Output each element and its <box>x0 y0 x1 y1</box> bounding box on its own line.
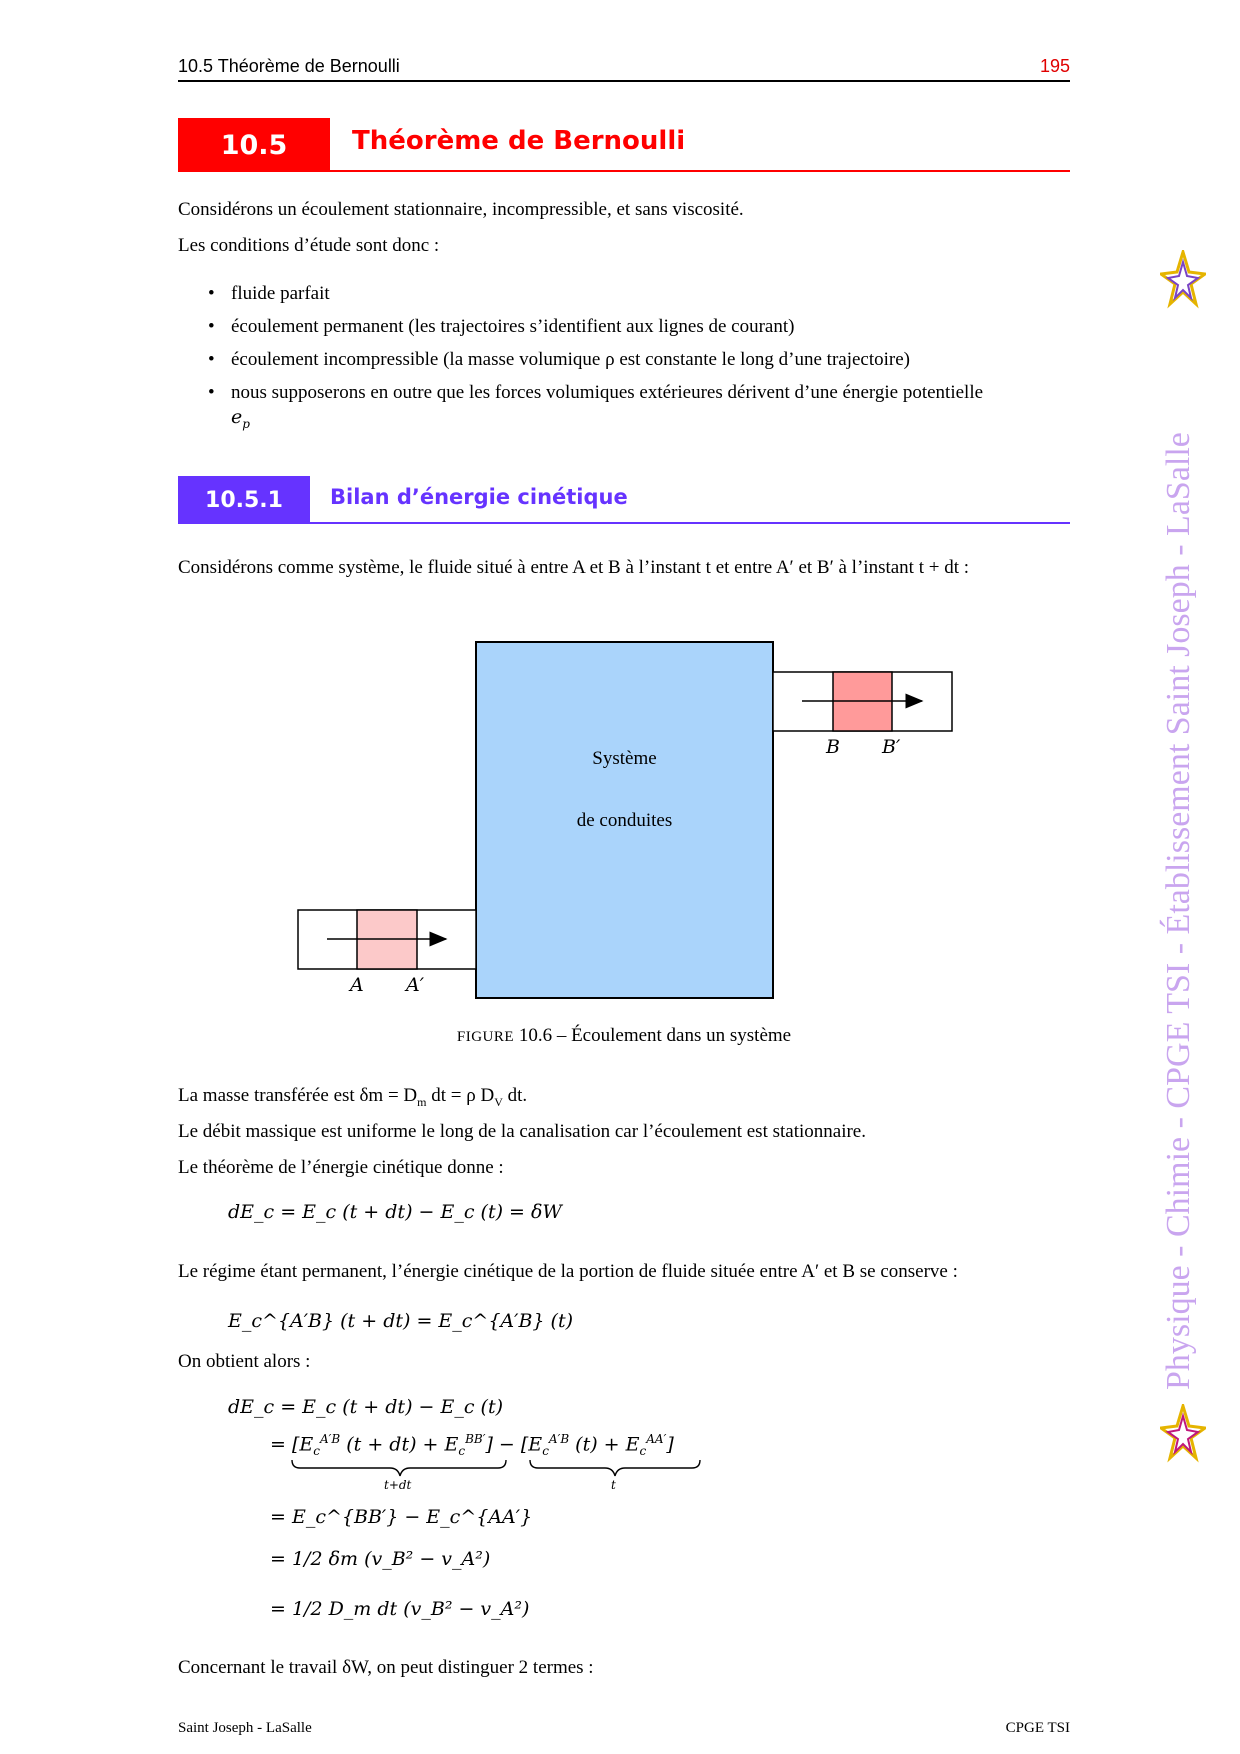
underbrace-label-1: t+dt <box>384 1478 412 1492</box>
footer-left: Saint Joseph - LaSalle <box>178 1720 312 1736</box>
school-logo-icon <box>1160 250 1206 310</box>
label-A: A <box>350 974 364 996</box>
subsection-number-box: 10.5.1 <box>178 476 310 524</box>
list-item: • écoulement permanent (les trajectoires s’identifient aux lignes de courant) <box>210 315 1070 348</box>
derivation-line-3: = E_c^{BB′} − E_c^{AA′} <box>270 1506 533 1528</box>
label-B: B <box>826 736 840 758</box>
derivation-line-1: dE_c = E_c (t + dt) − E_c (t) <box>228 1396 503 1418</box>
derivation-line-2: = [$E_c^{A'B}$ $(t + dt) + E_c^{BB'}] - [E_c^{A'B}$ $(t) + E_c^{AA'}$] <box>270 1432 674 1459</box>
section-title: Théorème de Bernoulli <box>352 126 686 156</box>
footer-right: CPGE TSI <box>1005 1720 1070 1736</box>
intro-line-2: Les conditions d’étude sont donc : <box>178 235 440 256</box>
list-item: • écoulement incompressible (la masse volumique ρ est constante le long d’une trajectoire) <box>210 348 1070 381</box>
work-sentence: Concernant le travail δW, on peut distinguer 2 termes : <box>178 1657 594 1678</box>
box-label-line-1: Système <box>592 748 657 769</box>
section-number-box: 10.5 <box>178 118 330 172</box>
system-sentence: Considérons comme système, le fluide situé à entre A et B à l’instant t et entre A′ et B′ à l’instant t + dt : <box>178 557 970 578</box>
steady-regime-sentence: Le régime étant permanent, l’énergie cinétique de la portion de fluide située entre A′ et B se conserve : <box>178 1261 958 1282</box>
page-number: 195 <box>1039 56 1070 76</box>
underbrace-1 <box>292 1460 506 1476</box>
mass-flow-sentence: Le débit massique est uniforme le long de la canalisation car l’écoulement est stationnaire. <box>178 1121 866 1142</box>
potential-energy-symbol: $e_p$ <box>231 406 250 431</box>
theorem-sentence: Le théorème de l’énergie cinétique donne : <box>178 1157 504 1178</box>
subsection-title: Bilan d’énergie cinétique <box>330 485 628 509</box>
side-watermark: Physique - Chimie - CPGE TSI - Établissement Saint Joseph - LaSalle <box>1160 432 1197 1390</box>
derivation-line-5: = 1/2 D_m dt (v_B² − v_A²) <box>270 1598 530 1620</box>
mass-sentence: La masse transférée est $\delta m = D_m$ dt = ρ $D_V$ dt. <box>178 1085 528 1109</box>
label-B-prime: B′ <box>882 736 901 758</box>
derivation-line-4: = 1/2 δm (v_B² − v_A²) <box>270 1548 491 1570</box>
intro-line-1: Considérons un écoulement stationnaire, incompressible, et sans viscosité. <box>178 199 744 220</box>
label-A-prime: A′ <box>406 974 425 996</box>
figure-caption: FIGURE 10.6 – Écoulement dans un système <box>456 1025 792 1046</box>
running-head-title: 10.5 Théorème de Bernoulli <box>178 56 400 76</box>
underbrace-2 <box>530 1460 700 1476</box>
box-label-line-2: de conduites <box>576 810 673 831</box>
underbrace-label-2: t <box>611 1478 616 1492</box>
list-item: • fluide parfait <box>210 282 1070 315</box>
obtain-sentence: On obtient alors : <box>178 1351 311 1372</box>
equation-conservation: E_c^{A′B} (t + dt) = E_c^{A′B} (t) <box>228 1310 574 1332</box>
equation-kinetic-energy: dE_c = E_c (t + dt) − E_c (t) = δW <box>228 1201 562 1223</box>
school-logo-bottom-icon <box>1160 1404 1206 1464</box>
list-item-text: nous supposerons en outre que les forces volumiques extérieures dérivent d’une énergie potentielle <box>231 382 984 403</box>
